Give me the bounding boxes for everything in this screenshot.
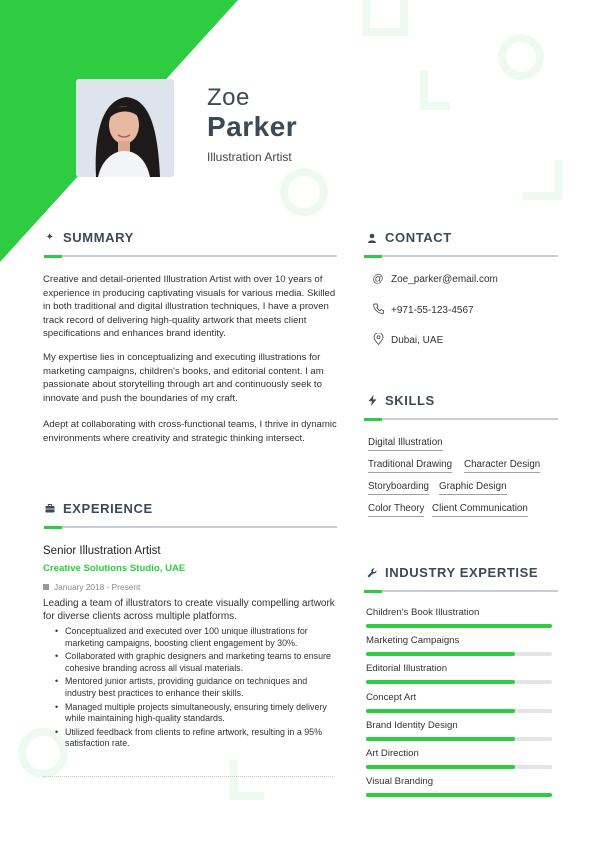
decor-square — [362, 0, 408, 36]
industry-level-bar — [366, 793, 552, 797]
experience-rule — [44, 526, 337, 528]
job-title: Illustration Artist — [207, 150, 292, 164]
industry-level-bar — [366, 737, 552, 741]
industry-level-fill — [366, 709, 515, 713]
industry-level-fill — [366, 737, 515, 741]
job-bullet: • Managed multiple projects simultaneously, ensuring timely delivery while maintaining high-quality standards. — [55, 702, 339, 725]
industry-label: Editorial Illustration — [366, 663, 448, 675]
skill-tag: Graphic Design — [439, 481, 507, 495]
industry-label: Art Direction — [366, 748, 419, 759]
decor-circle — [280, 168, 328, 216]
industry-level-fill — [366, 624, 552, 628]
summary-heading — [44, 230, 134, 245]
industry-heading-label: INDUSTRY EXPERTISE — [385, 565, 539, 580]
industry-rule — [364, 590, 558, 592]
summary-heading-label: SUMMARY — [63, 230, 134, 245]
job-bullet: • Collaborated with graphic designers and marketing teams to ensure cohesive branding across all visual materials. — [55, 651, 339, 674]
profile-photo — [76, 79, 174, 177]
contact-rule — [364, 255, 558, 257]
job-position: Senior Illustration Artist — [43, 545, 161, 557]
calendar-icon — [43, 584, 49, 590]
skill-tag: Digital Illustration — [368, 437, 443, 451]
skills-rule — [364, 418, 558, 420]
industry-label: Marketing Campaigns — [366, 635, 460, 647]
industry-level-bar — [366, 709, 552, 713]
industry-label: Children's Book Illustration — [366, 607, 480, 618]
skill-tag: Storyboarding — [368, 481, 429, 495]
summary-rule — [44, 255, 337, 257]
first-name: Zoe — [207, 84, 250, 111]
map-pin-icon — [372, 333, 384, 348]
skill-tag: Client Communication — [432, 503, 528, 517]
industry-label: Brand Identity Design — [366, 719, 458, 731]
decor-bracket — [522, 160, 562, 200]
contact-email[interactable] — [372, 273, 498, 285]
last-name: Parker — [207, 111, 298, 142]
experience-heading — [44, 501, 153, 516]
summary-paragraph: Creative and detail-oriented Illustration Artist with over 10 years of experience in producing captivating visuals for various media. Skilled in both traditional and digital illustration techniques, I have a proven track record of delivering high-quality artwork that meets client specifications and enhances brand identity. — [43, 274, 336, 339]
email-text: Zoe_parker@email.com — [391, 273, 498, 285]
industry-level-bar — [366, 652, 552, 656]
contact-location — [372, 333, 443, 348]
sparkle-icon: ✦ — [45, 232, 55, 243]
job-dates-text: January 2018 - Present — [54, 582, 141, 592]
contact-heading-label: CONTACT — [385, 230, 452, 245]
job-bullet: • Conceptualized and executed over 100 unique illustrations for marketing campaigns, boosting client engagement by 30%. — [55, 626, 339, 649]
contact-heading — [366, 230, 452, 245]
phone-text: +971-55-123-4567 — [391, 304, 474, 316]
phone-icon — [372, 303, 384, 317]
at-icon: @ — [372, 273, 384, 285]
industry-expertise-heading — [366, 565, 538, 580]
location-text: Dubai, UAE — [391, 335, 444, 346]
lightning-icon — [366, 395, 378, 407]
industry-level-fill — [366, 793, 552, 797]
summary-paragraph: My expertise lies in conceptualizing and executing illustrations for marketing campaigns, children's books, and editorial content. I am passionate about storytelling through art and continuously seek to innovate and push the boundaries of my craft. — [43, 352, 324, 404]
job-bullet-list — [55, 626, 339, 752]
job-bullet: • Mentored junior artists, providing guidance on techniques and industry best practices to enhance their skills. — [55, 676, 339, 699]
experience-heading-label: EXPERIENCE — [63, 501, 153, 516]
industry-level-bar — [366, 765, 552, 769]
job-dates — [43, 582, 140, 592]
job-bullet: • Utilized feedback from clients to refine artwork, resulting in a 95% satisfaction rate. — [55, 727, 339, 750]
industry-level-bar — [366, 680, 552, 684]
job-description: Leading a team of illustrators to create visually compelling artwork for diverse clients across multiple platforms. — [43, 598, 335, 622]
summary-paragraph: Adept at collaborating with cross-functional teams, I thrive in dynamic environments where creativity and strategic thinking intersect. — [43, 419, 337, 444]
section-divider — [43, 776, 333, 777]
decor-bracket — [420, 70, 450, 110]
decor-bracket — [230, 760, 264, 800]
job-company: Creative Solutions Studio, UAE — [43, 563, 186, 574]
wrench-icon — [366, 567, 378, 579]
skill-tag: Character Design — [464, 459, 540, 473]
skill-tag: Traditional Drawing — [368, 459, 452, 473]
industry-label: Concept Art — [366, 691, 417, 703]
industry-level-fill — [366, 652, 515, 656]
person-icon — [366, 232, 378, 244]
industry-level-fill — [366, 680, 515, 684]
industry-level-fill — [366, 765, 515, 769]
briefcase-icon — [44, 503, 56, 515]
contact-phone[interactable] — [372, 303, 474, 317]
skills-heading-label: SKILLS — [385, 393, 435, 408]
industry-label: Visual Branding — [366, 776, 434, 788]
industry-level-bar — [366, 624, 552, 628]
decor-circle — [498, 34, 544, 80]
skill-tag: Color Theory — [368, 503, 424, 517]
skills-heading — [366, 393, 435, 408]
